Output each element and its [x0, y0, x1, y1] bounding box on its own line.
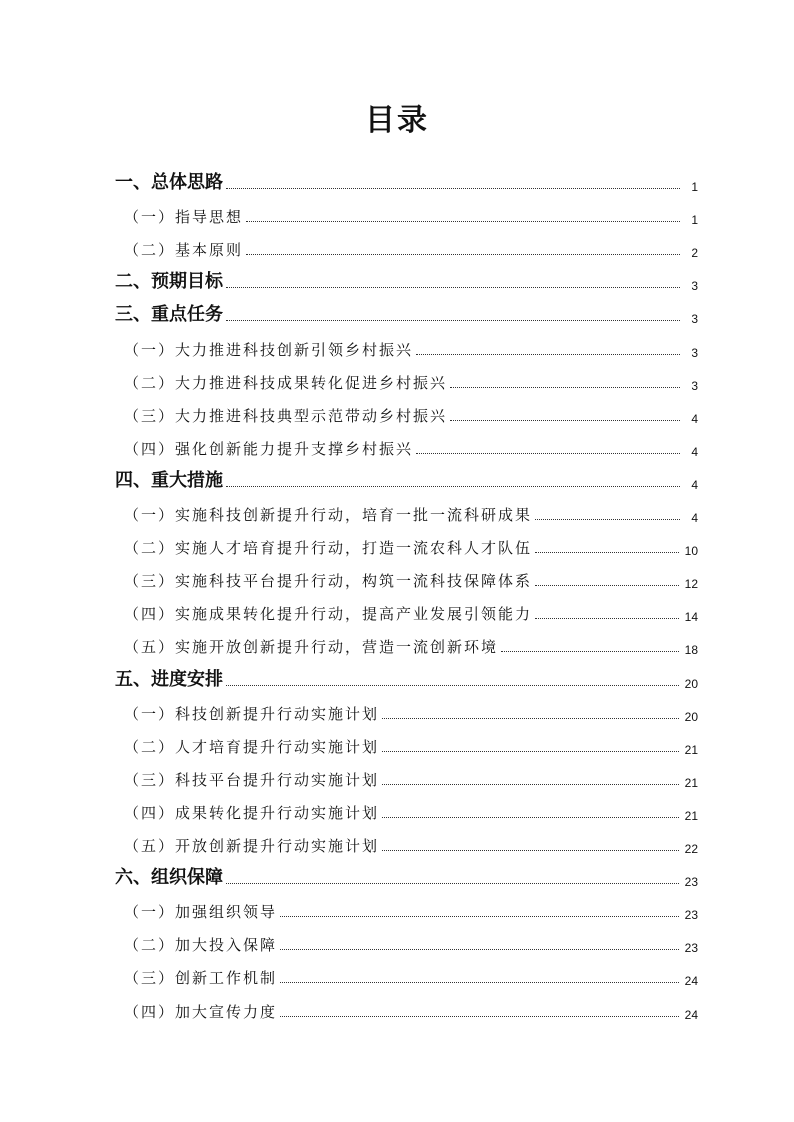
toc-page-number: 3: [691, 345, 698, 360]
dot-leader: [226, 883, 679, 884]
toc-entry-label: （二）实施人才培育提升行动，打造一流农科人才队伍: [124, 539, 533, 558]
dot-leader: [226, 320, 680, 321]
toc-subsection-entry[interactable]: [124, 830, 698, 856]
toc-entry-label: （四）实施成果转化提升行动，提高产业发展引领能力: [124, 605, 533, 624]
dot-leader: [226, 188, 680, 189]
dot-leader: [535, 552, 679, 553]
toc-page-number: 21: [684, 775, 698, 790]
toc-entry-label: （二）人才培育提升行动实施计划: [124, 737, 380, 756]
toc-entry-label: （一）指导思想: [124, 208, 244, 227]
toc-entry-label: （三）实施科技平台提升行动，构筑一流科技保障体系: [124, 572, 533, 591]
toc-subsection-entry[interactable]: [124, 400, 698, 426]
dot-leader: [280, 982, 679, 983]
dot-leader: [226, 685, 679, 686]
toc-page-number: 21: [684, 808, 698, 823]
toc-entry-label: 五、进度安排: [115, 668, 223, 690]
toc-page-number: 23: [684, 908, 698, 923]
toc-entry-label: 二、预期目标: [115, 271, 223, 293]
dot-leader: [280, 916, 679, 917]
toc-entry-label: （五）开放创新提升行动实施计划: [124, 837, 380, 855]
toc-entry-label: （二）加大投入保障: [124, 936, 278, 955]
toc-subsection-entry[interactable]: [124, 929, 698, 955]
dot-leader: [382, 784, 679, 785]
toc-page-number: 23: [684, 875, 698, 890]
toc-subsection-entry[interactable]: [124, 234, 698, 260]
toc-subsection-entry[interactable]: [124, 499, 698, 525]
toc-subsection-entry[interactable]: [124, 565, 698, 591]
toc-subsection-entry[interactable]: [124, 797, 698, 823]
toc-entry-label: 六、组织保障: [115, 867, 223, 889]
toc-page-number: 4: [691, 511, 698, 525]
toc-subsection-entry[interactable]: [124, 598, 698, 624]
toc-entry-label: （一）加强组织领导: [124, 903, 278, 922]
dot-leader: [382, 850, 679, 851]
toc-page-number: 24: [684, 1007, 698, 1022]
toc-section-entry[interactable]: [115, 665, 698, 691]
toc-page-number: 3: [691, 312, 698, 327]
toc-page-number: 24: [684, 974, 698, 989]
dot-leader: [382, 751, 679, 752]
toc-page-number: 23: [684, 941, 698, 956]
dot-leader: [535, 519, 680, 520]
dot-leader: [535, 585, 679, 586]
dot-leader: [226, 287, 680, 288]
toc-subsection-entry[interactable]: [124, 731, 698, 757]
dot-leader: [382, 817, 679, 818]
toc-page-number: 4: [691, 411, 698, 426]
toc-entry-label: （一）实施科技创新提升行动，培育一批一流科研成果: [124, 506, 533, 524]
toc-page-number: 1: [691, 180, 698, 194]
toc-entry-label: 四、重大措施: [115, 469, 223, 491]
toc-entry-label: （四）成果转化提升行动实施计划: [124, 803, 380, 822]
toc-title: 目录: [365, 103, 429, 138]
dot-leader: [246, 221, 680, 222]
toc-entry-label: （三）创新工作机制: [124, 969, 278, 988]
toc-entry-label: （一）大力推进科技创新引领乡村振兴: [124, 340, 414, 359]
dot-leader: [226, 486, 680, 487]
toc-page-number: 3: [691, 378, 698, 393]
toc-page-number: 4: [691, 444, 698, 459]
dot-leader: [501, 651, 679, 652]
toc-section-entry[interactable]: [115, 300, 698, 326]
toc-entry-label: （一）科技创新提升行动实施计划: [124, 704, 380, 723]
toc-page-number: 3: [691, 279, 698, 294]
dot-leader: [535, 618, 679, 619]
toc-page-number: 14: [684, 610, 698, 625]
toc-subsection-entry[interactable]: [124, 201, 698, 227]
toc-entry-label: （三）科技平台提升行动实施计划: [124, 770, 380, 789]
dot-leader: [280, 1016, 679, 1017]
toc-subsection-entry[interactable]: [124, 962, 698, 988]
toc-entry-label: 三、重点任务: [115, 304, 223, 326]
toc-section-entry[interactable]: [115, 267, 698, 293]
toc-page-number: 20: [684, 709, 698, 724]
toc-page-number: 21: [684, 742, 698, 757]
toc-subsection-entry[interactable]: [124, 334, 698, 360]
toc-page-number: 1: [691, 213, 698, 228]
toc-page-number: 2: [691, 246, 698, 261]
toc-entry-label: （二）基本原则: [124, 241, 244, 260]
toc-subsection-entry[interactable]: [124, 764, 698, 790]
toc-entry-label: 一、总体思路: [115, 172, 223, 193]
dot-leader: [416, 453, 680, 454]
dot-leader: [246, 254, 680, 255]
toc-section-entry[interactable]: [115, 863, 698, 889]
dot-leader: [450, 420, 680, 421]
toc-section-entry[interactable]: [115, 168, 698, 194]
toc-entry-label: （四）强化创新能力提升支撑乡村振兴: [124, 439, 414, 458]
toc-page-number: 20: [684, 676, 698, 691]
toc-page-number: 10: [684, 544, 698, 559]
toc-subsection-entry[interactable]: [124, 896, 698, 922]
dot-leader: [280, 949, 679, 950]
toc-page-number: 22: [684, 842, 698, 856]
toc-subsection-entry[interactable]: [124, 698, 698, 724]
dot-leader: [416, 354, 680, 355]
toc-subsection-entry[interactable]: [124, 433, 698, 459]
toc-entry-label: （五）实施开放创新提升行动，营造一流创新环境: [124, 638, 499, 657]
toc-entry-label: （四）加大宣传力度: [124, 1002, 278, 1021]
toc-subsection-entry[interactable]: [124, 631, 698, 657]
toc-entry-label: （三）大力推进科技典型示范带动乡村振兴: [124, 406, 448, 425]
dot-leader: [450, 387, 680, 388]
dot-leader: [382, 718, 679, 719]
toc-section-entry[interactable]: [115, 466, 698, 492]
toc-subsection-entry[interactable]: [124, 367, 698, 393]
toc-page-number: 4: [691, 477, 698, 492]
toc-subsection-entry[interactable]: [124, 532, 698, 558]
toc-page-number: 18: [684, 643, 698, 658]
toc-entry-label: （二）大力推进科技成果转化促进乡村振兴: [124, 373, 448, 392]
toc-subsection-entry[interactable]: [124, 996, 698, 1022]
toc-page-number: 12: [684, 577, 698, 592]
